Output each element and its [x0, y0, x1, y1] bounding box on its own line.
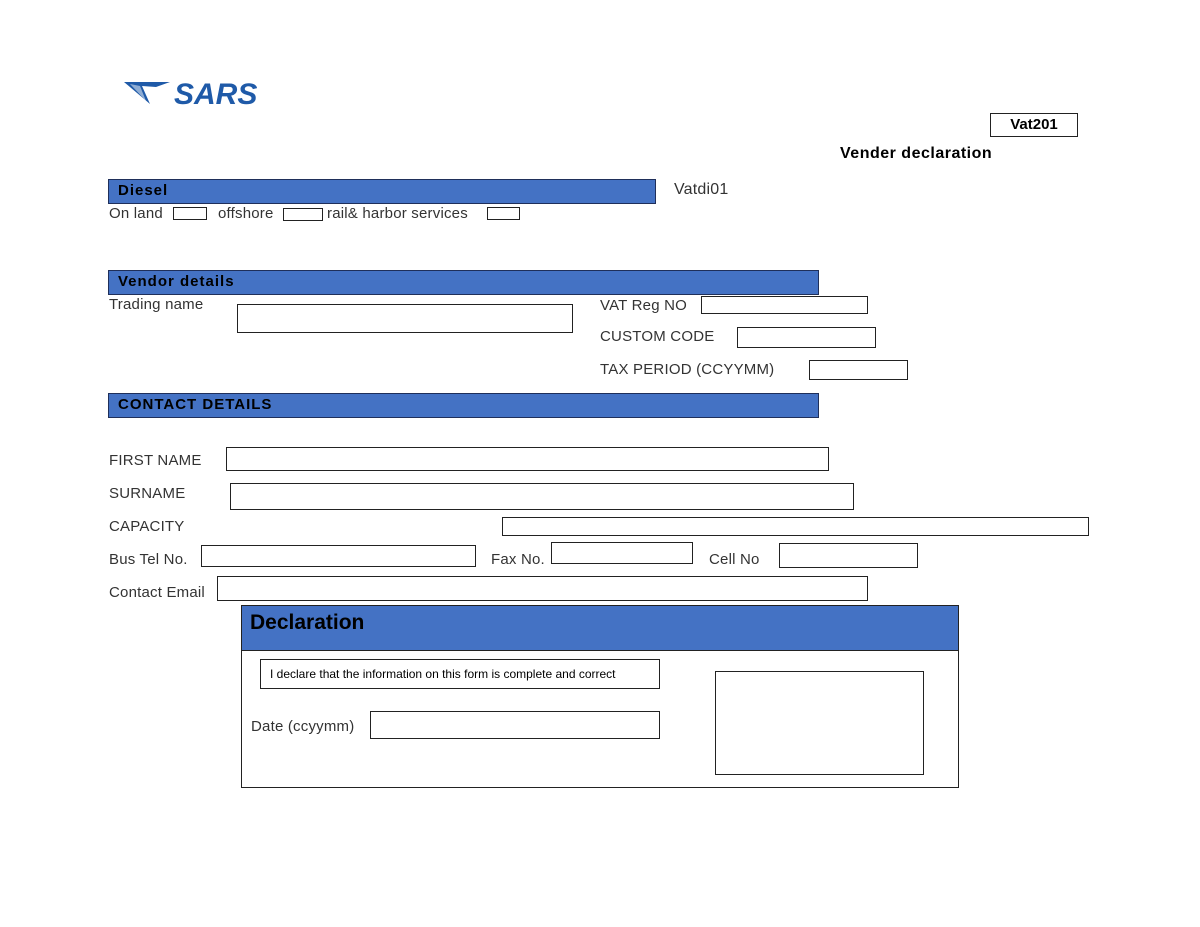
signature-box[interactable] [715, 671, 924, 775]
logo-text: SARS [174, 78, 258, 110]
rail-harbor-label: rail& harbor services [327, 205, 468, 222]
on-land-label: On land [109, 205, 163, 222]
offshore-checkbox[interactable] [283, 208, 323, 221]
cell-input[interactable] [779, 543, 918, 568]
form-title: Vender declaration [840, 145, 993, 162]
form-code-badge: Vat201 [990, 113, 1078, 137]
diesel-section-header: Diesel [108, 179, 656, 204]
bus-tel-input[interactable] [201, 545, 476, 567]
surname-label: SURNAME [109, 485, 186, 502]
bus-tel-label: Bus Tel No. [109, 551, 188, 568]
contact-email-input[interactable] [217, 576, 868, 601]
capacity-input[interactable] [502, 517, 1089, 536]
tax-period-label: TAX PERIOD (CCYYMM) [600, 361, 775, 378]
fax-input[interactable] [551, 542, 693, 564]
cell-label: Cell No [709, 551, 760, 568]
vat-reg-input[interactable] [701, 296, 868, 314]
first-name-label: FIRST NAME [109, 452, 202, 469]
declaration-date-input[interactable] [370, 711, 660, 739]
diesel-code: Vatdi01 [674, 181, 729, 198]
first-name-input[interactable] [226, 447, 829, 471]
declaration-statement: I declare that the information on this form is complete and correct [260, 659, 660, 689]
offshore-label: offshore [218, 205, 274, 222]
custom-code-input[interactable] [737, 327, 876, 348]
surname-input[interactable] [230, 483, 854, 510]
fax-label: Fax No. [491, 551, 545, 568]
trading-name-input[interactable] [237, 304, 573, 333]
sars-logo [120, 74, 290, 110]
capacity-label: CAPACITY [109, 518, 185, 535]
tax-period-input[interactable] [809, 360, 908, 380]
on-land-checkbox[interactable] [173, 207, 207, 220]
vendor-section-header: Vendor details [108, 270, 819, 295]
contact-section-header: CONTACT DETAILS [108, 393, 819, 418]
vat-reg-label: VAT Reg NO [600, 297, 688, 314]
rail-harbor-checkbox[interactable] [487, 207, 520, 220]
declaration-header: Declaration [242, 606, 958, 651]
custom-code-label: CUSTOM CODE [600, 328, 715, 345]
trading-name-label: Trading name [109, 296, 204, 313]
declaration-date-label: Date (ccyymm) [251, 718, 355, 735]
contact-email-label: Contact Email [109, 584, 205, 601]
declaration-panel [241, 605, 959, 788]
